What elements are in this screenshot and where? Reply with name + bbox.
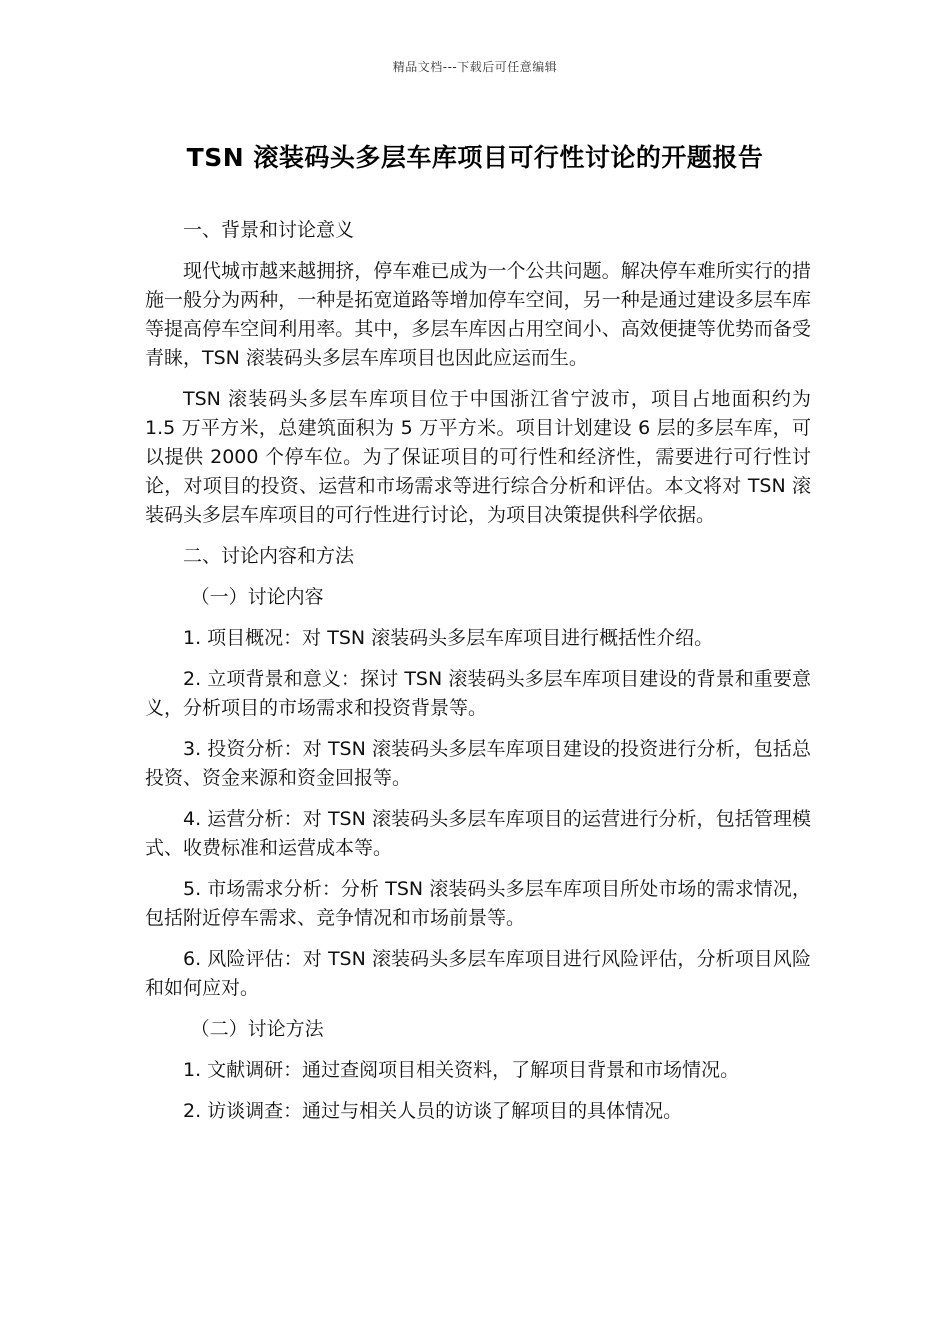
section-heading-background: 一、背景和讨论意义 [183, 219, 355, 241]
subsection-heading-methods: （二）讨论方法 [190, 1018, 324, 1040]
section-heading-content-methods: 二、讨论内容和方法 [183, 545, 355, 567]
subsection-heading-content: （一）讨论内容 [190, 586, 324, 608]
page-title: TSN 滚装码头多层车库项目可行性讨论的开题报告 [186, 143, 764, 172]
content-item-4: 4. 运营分析：对 TSN 滚装码头多层车库项目的运营进行分析，包括管理模式、收费标准和运营成本等。 [145, 808, 811, 859]
background-paragraph-1: 现代城市越来越拥挤，停车难已成为一个公共问题。解决停车难所实行的措施一般分为两种，一种是拓宽道路等增加停车空间，另一种是通过建设多层车库等提高停车空间利用率。其中，多层车库因占用空间小、高效便捷等优势而备受青睐，TSN 滚装码头多层车库项目也因此应运而生。 [145, 260, 811, 369]
content-item-6: 6. 风险评估：对 TSN 滚装码头多层车库项目进行风险评估，分析项目风险和如何应对。 [145, 948, 811, 999]
content-item-1: 1. 项目概况：对 TSN 滚装码头多层车库项目进行概括性介绍。 [183, 627, 714, 649]
content-item-2: 2. 立项背景和意义：探讨 TSN 滚装码头多层车库项目建设的背景和重要意义，分析项目的市场需求和投资背景等。 [145, 668, 811, 719]
method-item-1: 1. 文献调研：通过查阅项目相关资料，了解项目背景和市场情况。 [183, 1059, 740, 1081]
method-item-2: 2. 访谈调查：通过与相关人员的访谈了解项目的具体情况。 [183, 1100, 683, 1122]
content-item-5: 5. 市场需求分析：分析 TSN 滚装码头多层车库项目所处市场的需求情况，包括附近停车需求、竞争情况和市场前景等。 [145, 878, 811, 929]
header-note: 精品文档---下载后可任意编辑 [392, 60, 558, 74]
background-paragraph-2: TSN 滚装码头多层车库项目位于中国浙江省宁波市，项目占地面积约为 1.5 万平方米，总建筑面积为 5 万平方米。项目计划建设 6 层的多层车库，可以提供 2000 个停车位。为了保证项目的可行性和经济性，需要进行可行性讨论，对项目的投资、运营和市场需求等进行综合分析和评估。本文将对 TSN 滚装码头多层车库项目的可行性进行讨论，为项目决策提供科学依据。 [145, 388, 811, 526]
document-body [145, 216, 811, 1138]
content-item-3: 3. 投资分析：对 TSN 滚装码头多层车库项目建设的投资进行分析，包括总投资、资金来源和资金回报等。 [145, 738, 811, 789]
